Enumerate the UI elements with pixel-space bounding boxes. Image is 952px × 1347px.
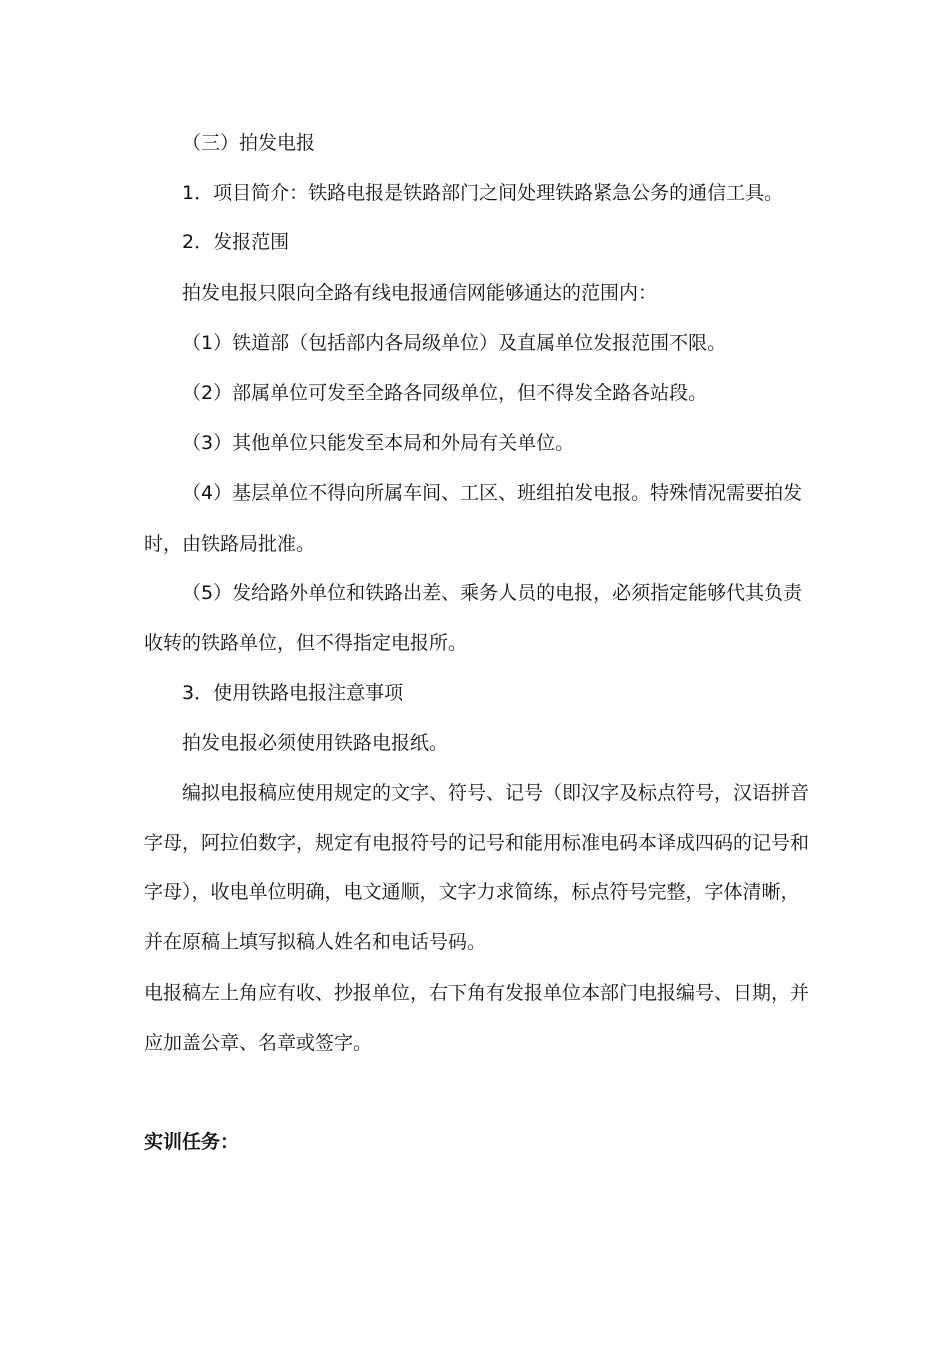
training-task-heading: 实训任务： (144, 1131, 240, 1153)
drafting-rules-line-1: 编拟电报稿应使用规定的文字、符号、记号（即汉字及标点符号，汉语拼音 (182, 782, 810, 804)
scope-rule-3: （3）其他单位只能发至本局和外局有关单位。 (182, 432, 575, 454)
item-2-heading: 2．发报范围 (182, 231, 290, 253)
scope-rule-2: （2）部属单位可发至全路各同级单位，但不得发全路各站段。 (182, 382, 708, 404)
scope-rule-4-line-2: 时，由铁路局批准。 (144, 533, 316, 555)
scope-intro-paragraph: 拍发电报只限向全路有线电报通信网能够通达的范围内： (182, 282, 658, 304)
item-1-introduction: 1．项目简介：铁路电报是铁路部门之间处理铁路紧急公务的通信工具。 (182, 182, 784, 204)
scope-rule-5-line-1: （5）发给路外单位和铁路出差、乘务人员的电报，必须指定能够代其负责 (182, 582, 803, 604)
item-3-heading: 3．使用铁路电报注意事项 (182, 682, 404, 704)
section-heading-telegram: （三）拍发电报 (182, 132, 316, 154)
drafting-rules-line-4: 并在原稿上填写拟稿人姓名和电话号码。 (144, 931, 487, 953)
drafting-rules-line-3: 字母），收电单位明确，电文通顺，文字力求简练，标点符号完整，字体清晰， (144, 881, 800, 903)
scope-rule-5-line-2: 收转的铁路单位，但不得指定电报所。 (144, 632, 468, 654)
scope-rule-4-line-1: （4）基层单位不得向所属车间、工区、班组拍发电报。特殊情况需要拍发 (182, 482, 803, 504)
telegram-paper-note: 拍发电报必须使用铁路电报纸。 (182, 732, 449, 754)
drafting-rules-line-2: 字母，阿拉伯数字，规定有电报符号的记号和能用标准电码本译成四码的记号和 (144, 832, 810, 854)
scope-rule-1: （1）铁道部（包括部内各局级单位）及直属单位发报范围不限。 (182, 332, 727, 354)
draft-corner-rules-line-1: 电报稿左上角应有收、抄报单位，右下角有发报单位本部门电报编号、日期，并 (144, 982, 810, 1004)
draft-corner-rules-line-2: 应加盖公章、名章或签字。 (144, 1032, 373, 1054)
